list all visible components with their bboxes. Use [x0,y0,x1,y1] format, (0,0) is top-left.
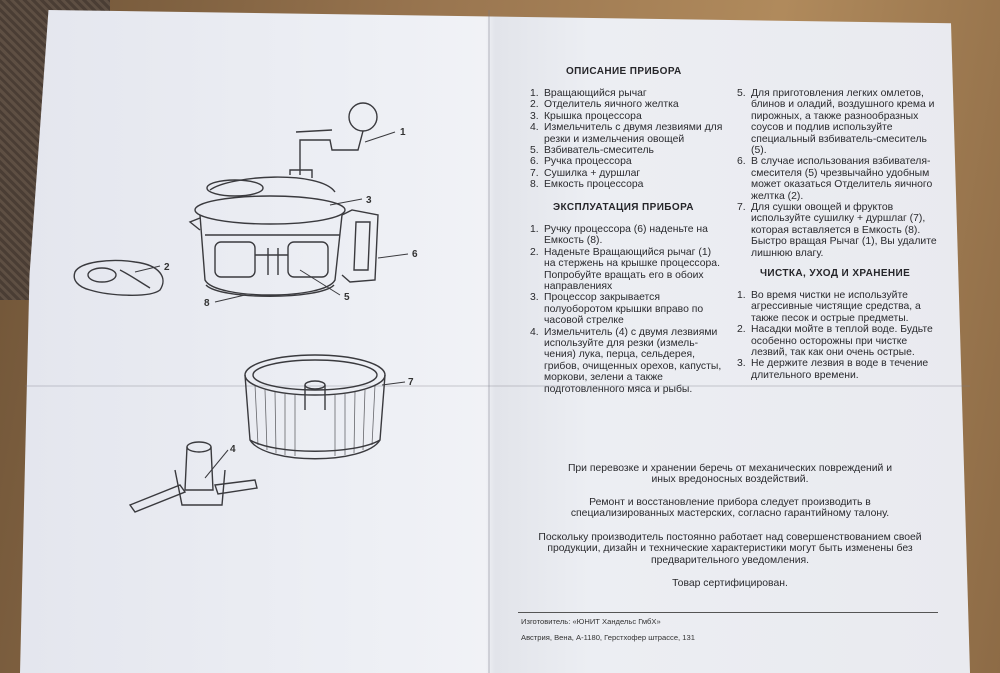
label-5: 5 [344,292,350,303]
care-title: ЧИСТКА, УХОД И ХРАНЕНИЕ [760,268,911,279]
footer-divider [518,612,938,613]
operation-item: 7. Для сушки овощей и фруктов используйте сушилку + дуршлаг (7), которая вставляется в Емкость (8). Быстро вращая Рычаг (1), Вы удалите лишнюю влагу. [737,202,937,259]
description-item: 4. Измельчитель с двумя лезвиями для резки и измельчения овощей [530,122,723,145]
changes-notice: Поскольку производитель постоянно работает над совершенствованием своей продукции, дизайн и технические характеристики могут быть изменены без предварительного уведомления. [538,532,922,566]
label-leaders [135,132,408,478]
care-item: 2. Насадки мойте в теплой воде. Будьте особенно осторожны при чистке лезвий, так как они очень острые. [737,324,933,359]
chopper-drawing [130,442,257,512]
operation-item: 4. Измельчитель (4) с двумя лезвиями используйте для резки (измель-чения) лука, перца, сельдерея, грибов, очищенных орехов, капусты, моркови, зелени а также подготовленного мяса и рыбы. [530,326,722,395]
manufacturer-address: Австрия, Вена, А-1180, Герстхофер штрассе, 131 [521,633,695,642]
description-item: 5. Взбиватель-смеситель [530,145,654,157]
description-item: 1. Вращающийся рычаг [530,88,647,99]
operation-title: ЭКСПЛУАТАЦИЯ ПРИБОРА [553,202,694,213]
operation-continued-list [737,88,937,259]
care-item: 3. Не держите лезвия в воде в течение длительного времени. [737,358,929,381]
operation-item: 1. Ручку процессора (6) наденьте на Емкость (8). [530,224,708,247]
description-item: 3. Крышка процессора [530,110,642,122]
manufacturer-name: Изготовитель: «ЮНИТ Хандельс ГмбХ» [521,617,661,626]
label-3: 3 [366,195,372,206]
operation-item: 3. Процессор закрывается полуоборотом крышки вправо по часовой стрелке [530,292,704,327]
care-item: 1. Во время чистки не используйте агрессивные чистящие средства, а также песок и острые предметы. [737,290,921,324]
colander-drawing [245,355,385,459]
operation-item: 2. Наденьте Вращающийся рычаг (1) на стержень на крышке процессора. Попробуйте вращать его в обоих направлениях [530,246,720,293]
transport-notice: При перевозке и хранении беречь от механических повреждений и иных вредоносных воздействий. [567,463,893,486]
description-item: 7. Сушилка + дуршлаг [530,167,641,179]
operation-item: 5. Для приготовления легких омлетов, блинов и оладий, воздушного крема и пирожных, а также разнообразных соусов и подлив используйте специальный взбиватель-смеситель (5). [737,88,935,157]
processor-drawing [190,103,378,296]
certified-notice: Товар сертифицирован. [672,578,788,589]
description-title: ОПИСАНИЕ ПРИБОРА [566,66,682,77]
label-2: 2 [164,262,170,273]
operation-list [530,224,725,395]
label-8: 8 [204,298,210,309]
label-6: 6 [412,249,418,260]
description-item: 6. Ручка процессора [530,156,632,168]
label-1: 1 [400,127,406,138]
label-7: 7 [408,377,414,388]
label-4: 4 [230,444,236,455]
repair-notice: Ремонт и восстановление прибора следует производить в специализированных мастерских, согласно гарантийному талону. [570,497,890,520]
yolk-separator-drawing [74,260,163,295]
description-item: 8. Емкость процессора [530,179,644,191]
description-item: 2. Отделитель яичного желтка [530,99,679,111]
care-list [737,290,937,381]
operation-item: 6. В случае использования взбивателя-смесителя (5) чрезвычайно удобным может оказаться Отделитель яичного желтка (2). [737,156,933,202]
description-list [530,88,725,191]
